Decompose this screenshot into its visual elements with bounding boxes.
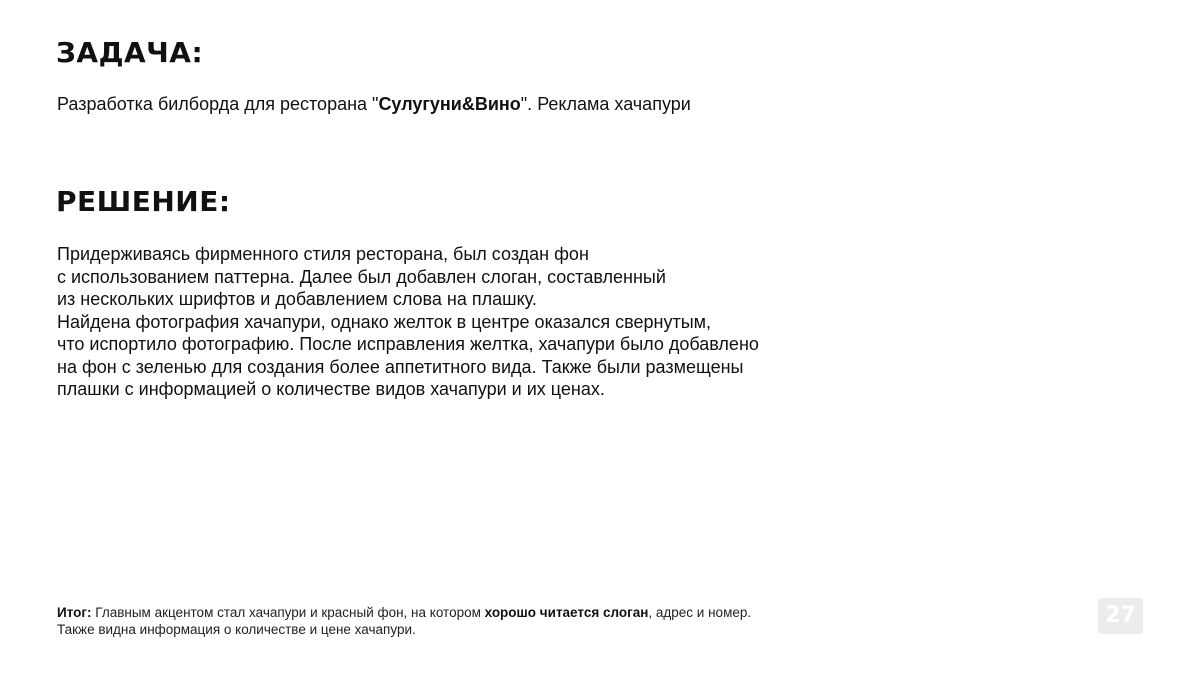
solution-line: из нескольких шрифтов и добавлением слова на плашку. bbox=[57, 289, 537, 309]
result-text-before: Главным акцентом стал хачапури и красный фон, на котором bbox=[91, 605, 485, 620]
task-text-after: ". Реклама хачапури bbox=[520, 94, 691, 114]
restaurant-name: Сулугуни&Вино bbox=[378, 94, 521, 114]
result-text-after: , адрес и номер. bbox=[648, 605, 752, 620]
solution-line: что испортило фотографию. После исправления желтка, хачапури было добавлено bbox=[57, 334, 759, 354]
result-summary bbox=[57, 604, 1057, 638]
solution-line: плашки с информацией о количестве видов хачапури и их ценах. bbox=[57, 379, 605, 399]
solution-heading: РЕШЕНИЕ: bbox=[56, 185, 231, 218]
result-label: Итог: bbox=[57, 605, 92, 620]
result-line-1 bbox=[57, 604, 1057, 621]
solution-line: с использованием паттерна. Далее был добавлен слоган, составленный bbox=[57, 266, 666, 287]
solution-line: Придерживаясь фирменного стиля ресторана, был создан фон bbox=[57, 244, 589, 264]
page-number-badge: 27 bbox=[1098, 598, 1143, 634]
task-description bbox=[57, 93, 691, 115]
result-highlight: хорошо читается слоган bbox=[484, 605, 649, 620]
solution-line: на фон с зеленью для создания более аппетитного вида. Также были размещены bbox=[57, 356, 744, 377]
solution-line: Найдена фотография хачапури, однако желток в центре оказался свернутым, bbox=[57, 311, 712, 332]
result-line-2: Также видна информация о количестве и цене хачапури. bbox=[57, 622, 416, 637]
task-text-before: Разработка билборда для ресторана " bbox=[57, 94, 379, 114]
solution-description bbox=[57, 243, 957, 401]
task-heading: ЗАДАЧА: bbox=[56, 36, 204, 69]
